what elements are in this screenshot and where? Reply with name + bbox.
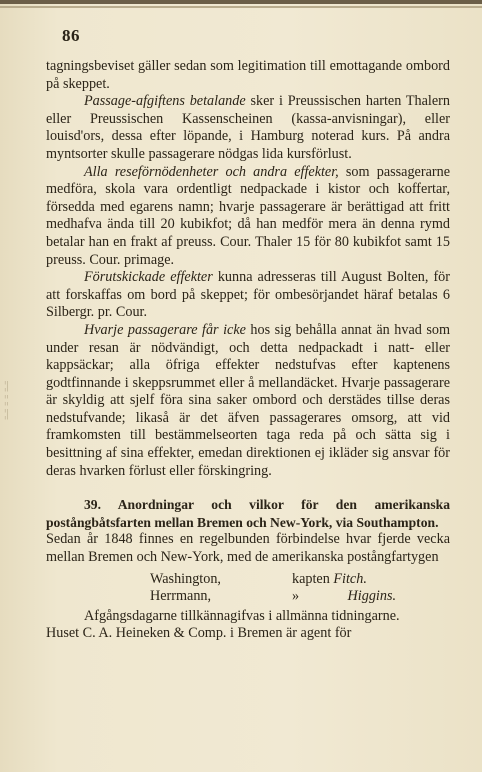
paragraph-agent: Huset C. A. Heineken & Comp. i Bremen är agent för xyxy=(46,625,352,642)
paragraph-continued: tagningsbeviset gäller sedan som legitimation till emottagande ombord på skeppet. xyxy=(46,58,450,92)
body-text xyxy=(46,58,450,643)
paragraph-cabin-baggage: Hvarje passagerare får icke hos sig behålla annat än hvad som under resan är nödvändigt, och detta nedpackadt i natt- eller kappsäckar; alla öfriga effekter nedstufvas efter kaptenens godtfinnande i skeppsrummet eller å mellandäcket. Hvarje passagerare är skyldig att sjelf föra sina saker ombord och derstädes tillse deras nedstufvande; likaså är det äfven passagerares omsorg, att vid framkomsten till bestämmelseorten taga reda på och sätta sig i besittning af sina effekter, emedan direktionen ej ikläder sig ansvar för deras hvarken förlust eller förskingring. xyxy=(46,321,450,479)
paragraph-passage-fee: Passage-afgiftens betalande sker i Preussischen harten Thalern eller Preussischen Kassenscheinen (kassa-anvisningar), eller louisd'ors, dessa efter löpande, i Hamburg noterad kurs. På andra myntsorter skulle passagerare nödgas lida kursförlust. xyxy=(46,93,450,162)
paragraph-forwarded-effects: Förutskickade effekter kunna adresseras till August Bolten, för att forskaffas om bord på skeppet; för ombesörjandet häraf betalas 6 Silbergr. pr. Cour. xyxy=(46,269,450,321)
paragraph-luggage: Alla reseförnödenheter och andra effekter, som passagerarne medföra, skola vara ordentligt nedpackade i kistor och koffertar, försedda med egarens namn; hvarje passagerare är berättigad att fritt medhafva ända till 20 kubikfot; då han medför mera än denna rymd betalar han en frakt af preuss. Cour. Thaler 15 för 80 kubikfot samt 15 preuss. Cour. primage. xyxy=(46,163,450,268)
margin-pencil-marks: ¦| ¦¦ ¦| xyxy=(4,378,9,420)
ship-list xyxy=(46,571,450,606)
section-heading: 39. Anordningar och vilkor för den amerikanska postångbåtsfarten mellan Bremen och New-York, via Southampton. xyxy=(46,497,450,530)
page-number: 86 xyxy=(62,26,80,45)
top-border-thin xyxy=(0,6,482,8)
ship-row: Herrmann, » Higgins. xyxy=(150,588,397,605)
ship-row: Washington, kapten Fitch. xyxy=(150,570,367,587)
paragraph-departures: Afgångsdagarne tillkännagifvas i allmänna tidningarne. xyxy=(84,607,400,624)
top-border xyxy=(0,0,482,4)
section-body: Sedan år 1848 finnes en regelbunden förbindelse hvar fjerde vecka mellan Bremen och New-York, med de amerikanska postångfartygen xyxy=(46,531,450,566)
